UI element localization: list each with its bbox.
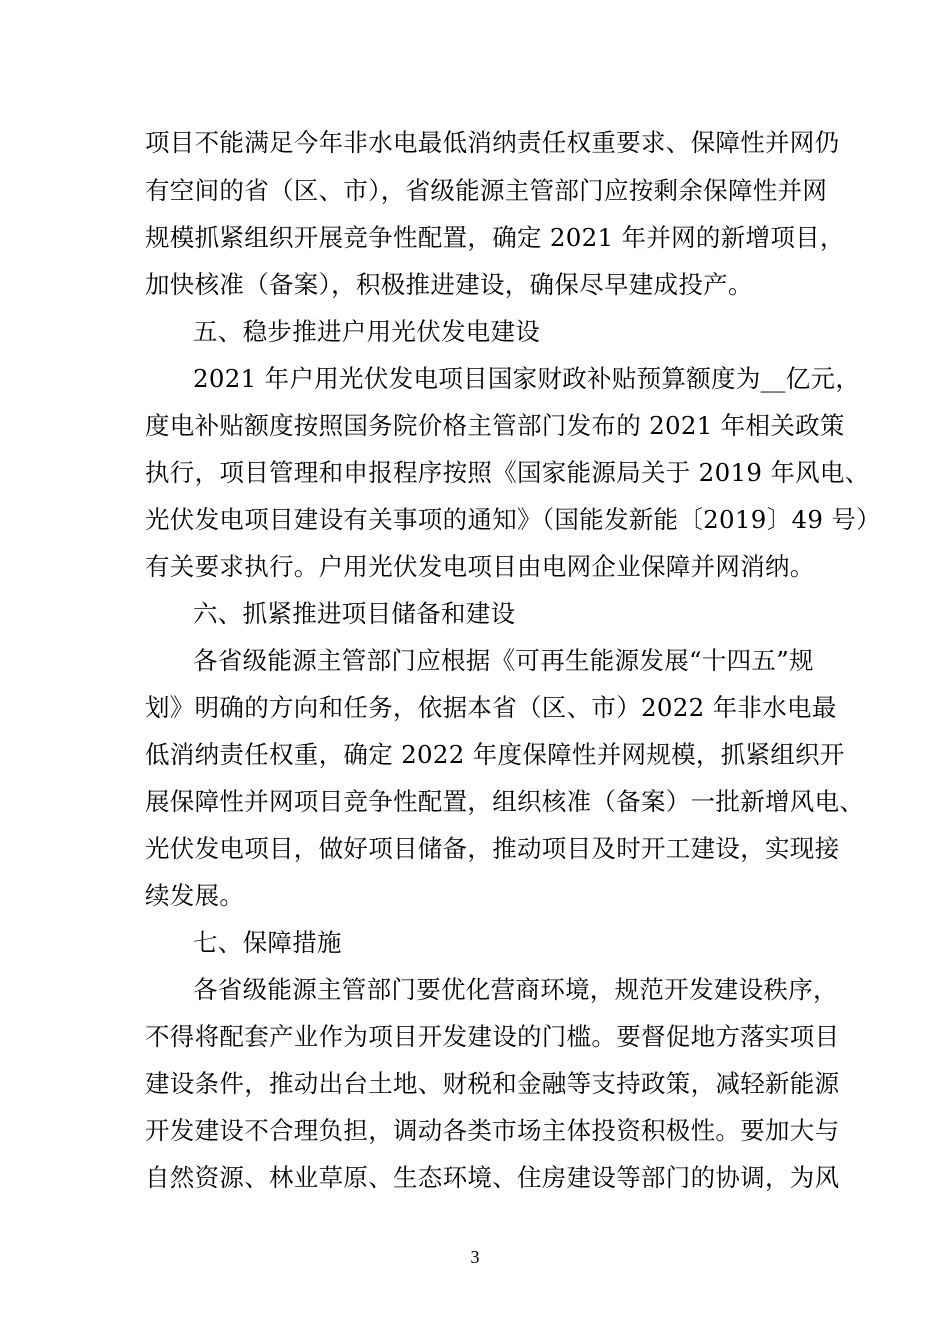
text-line: 加快核准（备案），积极推进建设，确保尽早建成投产。 xyxy=(145,270,753,299)
page-number: 3 xyxy=(470,1247,480,1267)
section-heading: 五、稳步推进户用光伏发电建设 xyxy=(193,317,541,346)
section-heading: 七、保障措施 xyxy=(193,928,342,957)
text-line: 光伏发电项目建设有关事项的通知》（国能发新能〔2019〕49 号） xyxy=(145,505,881,534)
text-line: 光伏发电项目，做好项目储备，推动项目及时开工建设，实现接 xyxy=(145,834,840,863)
text-line: 不得将配套产业作为项目开发建设的门槛。要督促地方落实项目 xyxy=(145,1022,840,1051)
text-line: 展保障性并网项目竞争性配置，组织核准（备案）一批新增风电、 xyxy=(145,787,865,816)
text-line: 规模抓紧组织开展竞争性配置，确定 2021 年并网的新增项目， xyxy=(145,223,845,252)
text-line: 自然资源、林业草原、生态环境、住房建设等部门的协调，为风 xyxy=(145,1163,840,1192)
text-line: 度电补贴额度按照国务院价格主管部门发布的 2021 年相关政策 xyxy=(145,411,845,440)
text-line: 划》明确的方向和任务，依据本省（区、市）2022 年非水电最 xyxy=(145,693,837,722)
text-line: 续发展。 xyxy=(145,881,245,910)
text-line: 各省级能源主管部门应根据《可再生能源发展“十四五”规 xyxy=(193,646,814,675)
text-line: 有空间的省（区、市），省级能源主管部门应按剩余保障性并网 xyxy=(145,176,828,205)
text-line: 低消纳责任权重，确定 2022 年度保障性并网规模，抓紧组织开 xyxy=(145,740,845,769)
text-line: 有关要求执行。户用光伏发电项目由电网企业保障并网消纳。 xyxy=(145,552,815,581)
text-line: 执行，项目管理和申报程序按照《国家能源局关于 2019 年风电、 xyxy=(145,458,870,487)
text-line: 建设条件，推动出台土地、财税和金融等支持政策，减轻新能源 xyxy=(145,1069,840,1098)
text-line: 2021 年户用光伏发电项目国家财政补贴预算额度为__亿元， xyxy=(193,364,861,393)
text-line: 各省级能源主管部门要优化营商环境，规范开发建设秩序， xyxy=(193,975,838,1004)
text-line: 开发建设不合理负担，调动各类市场主体投资积极性。要加大与 xyxy=(145,1116,840,1145)
section-heading: 六、抓紧推进项目储备和建设 xyxy=(193,599,516,628)
text-line: 项目不能满足今年非水电最低消纳责任权重要求、保障性并网仍 xyxy=(145,128,840,157)
